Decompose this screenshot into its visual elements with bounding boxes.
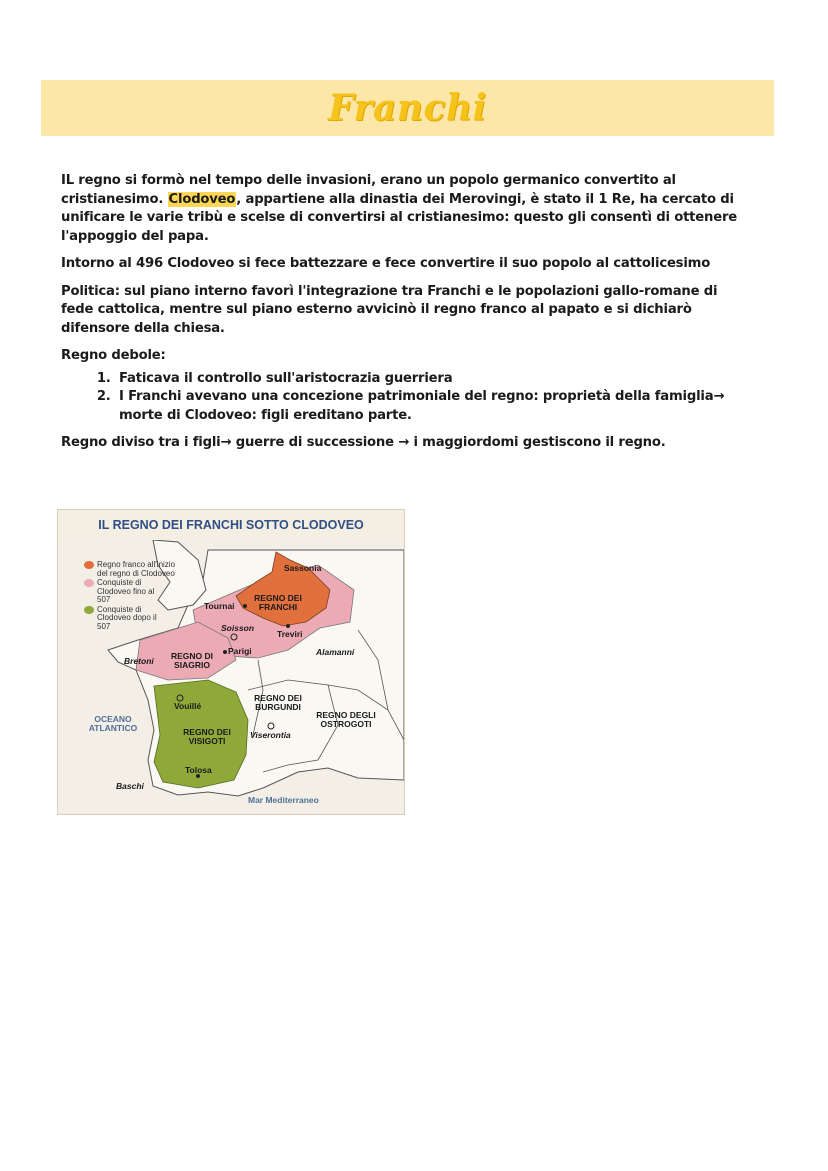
map-label-regno-visigoti: REGNO DEI VISIGOTI (183, 727, 231, 746)
map-label-baschi: Baschi (116, 781, 144, 791)
intro-text-continued: , appartiene alla dinastia dei Merovingi, è stato il 1 Re, ha cercato di unificare le varie tribù e scelse di convertirsi al cristianesimo: questo gli consentì di ottenere l'appoggio del papa. (61, 191, 738, 244)
map-label-regno-ostrogoti: REGNO DEGLI OSTROGOTI (316, 710, 376, 729)
legend-swatch (84, 606, 94, 614)
paragraph-politics: Politica: sul piano interno favorì l'integrazione tra Franchi e le popolazioni gallo-romane di fede cattolica, mentre sul piano esterno avvicinò il regno franco al papato e si dichiarò difensore della chiesa. (61, 283, 718, 336)
legend-swatch (84, 561, 94, 569)
legend-item (84, 579, 177, 605)
highlighted-name: Clodoveo (168, 191, 236, 207)
intro-text: IL regno si formò nel tempo delle invasioni, erano un popolo germanico convertito al cristianesimo. (61, 173, 676, 207)
list-item: 1. Faticava il controllo sull'aristocrazia guerriera (115, 370, 751, 389)
legend-swatch (84, 579, 94, 587)
map-label-sassonia: Sassonia (284, 563, 322, 573)
map-legend (84, 561, 177, 632)
paragraph-baptism: Intorno al 496 Clodoveo si fece battezzare e fece convertire il suo popolo al cattolicesimo (61, 256, 711, 271)
map-label-bretoni: Bretoni (124, 656, 154, 666)
legend-label: Conquiste di Clodoveo dopo il 507 (97, 604, 157, 631)
map-label-parigi: Parigi (228, 646, 252, 656)
map-label-oceano: OCEANO ATLANTICO (88, 714, 138, 733)
map-label-tournai: Tournai (204, 601, 235, 611)
map-title: IL REGNO DEI FRANCHI SOTTO CLODOVEO (58, 510, 404, 540)
map-label-soisson: Soisson (221, 623, 255, 633)
legend-label: Conquiste di Clodoveo fino al 507 (97, 578, 155, 604)
map-label-regno-franchi: REGNO DEI FRANCHI (254, 593, 302, 612)
map-label-vouille: Vouillé (174, 701, 202, 711)
title-banner (41, 80, 774, 136)
historical-map (57, 509, 405, 815)
paragraph-weak-kingdom: Regno debole: (61, 348, 166, 363)
map-label-viserontia: Viserontia (250, 730, 291, 740)
map-label-regno-siagrio: REGNO DI SIAGRIO (170, 651, 214, 670)
map-label-alamanni: Alamanni (316, 647, 355, 657)
page-title: Franchi (328, 87, 487, 129)
map-label-tolosa: Tolosa (185, 765, 212, 775)
map-graphic (58, 510, 404, 814)
legend-item (84, 606, 177, 632)
list-item: 2. I Franchi avevano una concezione patrimoniale del regno: proprietà della famiglia→ morte di Clodoveo: figli ereditano parte. (115, 388, 751, 425)
paragraph-intro (61, 172, 751, 246)
legend-item (84, 561, 177, 578)
map-label-treviri: Treviri (277, 629, 303, 639)
weakness-list (61, 370, 751, 426)
paragraph-division: Regno diviso tra i figli→ guerre di successione → i maggiordomi gestiscono il regno. (61, 435, 666, 450)
legend-label: Regno franco all'inizio del regno di Clodoveo (97, 560, 176, 578)
map-label-mediterraneo: Mar Mediterraneo (248, 795, 319, 805)
notes-body (61, 172, 751, 462)
map-label-regno-burgundi: REGNO DEI BURGUNDI (254, 693, 302, 712)
